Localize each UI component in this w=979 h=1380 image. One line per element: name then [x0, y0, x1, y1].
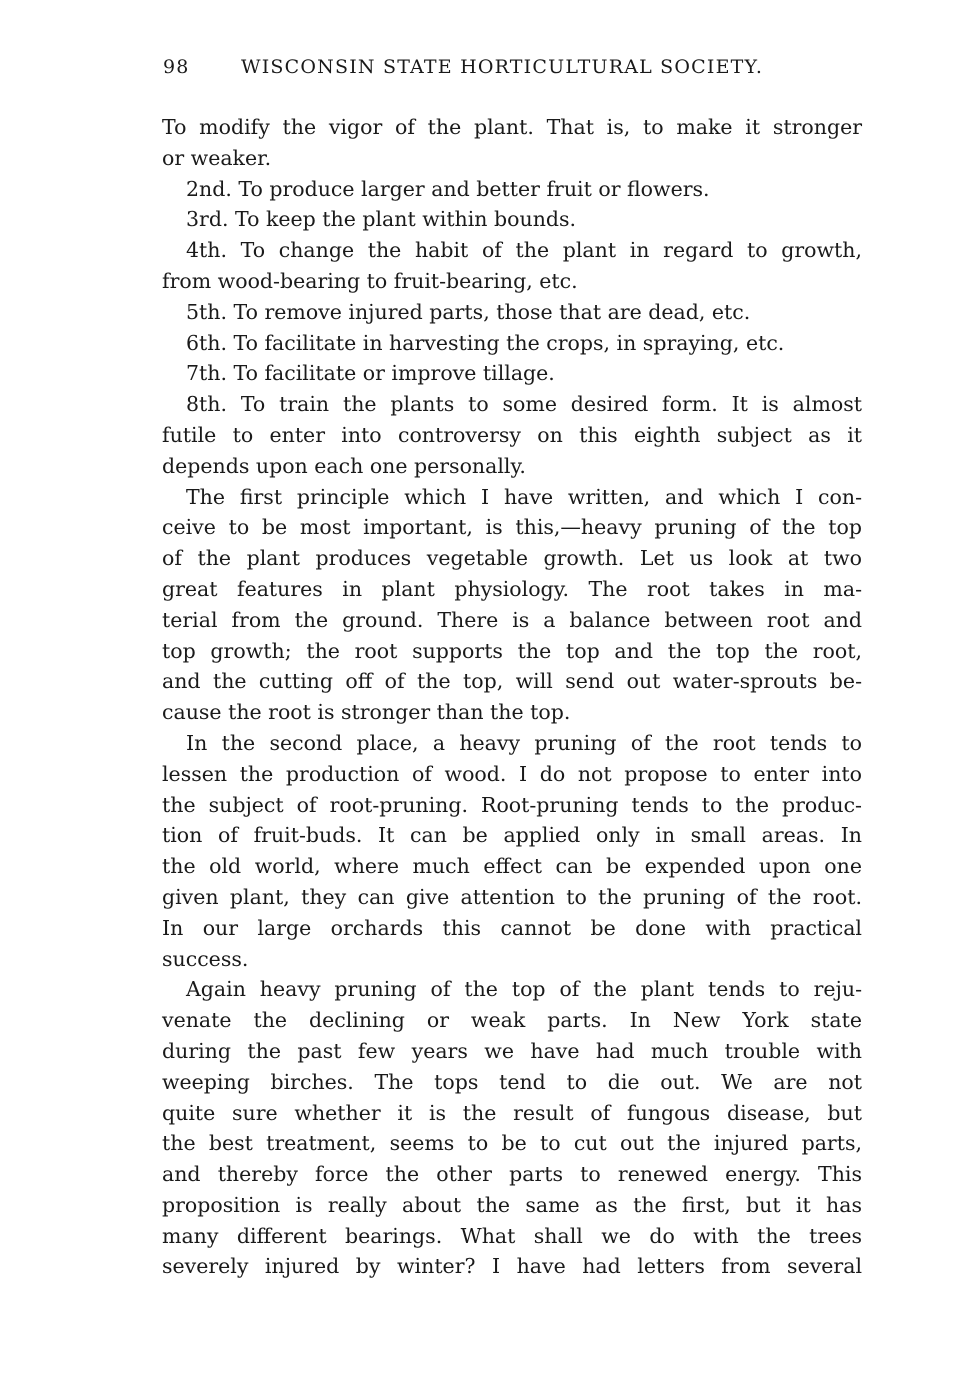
text-line: of the plant produces vegetable growth. Let us look at two — [162, 546, 862, 571]
text-line: lessen the production of wood. I do not propose to enter into — [162, 761, 862, 786]
text-line: depends upon each one personally. — [162, 453, 526, 478]
text-line: from wood-bearing to fruit-bearing, etc. — [162, 268, 578, 293]
running-head — [163, 56, 863, 86]
text-line: tion of fruit-buds. It can be applied only in small areas. In — [162, 823, 862, 848]
text-line: proposition is really about the same as the first, but it has — [162, 1192, 862, 1217]
text-line: top growth; the root supports the top and the top the root, — [162, 638, 862, 663]
text-line: great features in plant physiology. The root takes in ma- — [162, 576, 862, 601]
text-line: 6th. To facilitate in harvesting the crops, in spraying, etc. — [186, 330, 785, 355]
text-line: The first principle which I have written, and which I con- — [186, 484, 862, 509]
text-line: 3rd. To keep the plant within bounds. — [186, 207, 577, 232]
text-line: To modify the vigor of the plant. That is, to make it stronger — [162, 115, 862, 139]
text-line: 4th. To change the habit of the plant in regard to growth, — [186, 238, 862, 263]
text-line: quite sure whether it is the result of fungous disease, but — [162, 1100, 862, 1125]
text-line: the old world, where much effect can be expended upon one — [162, 854, 862, 879]
text-line: Again heavy pruning of the top of the plant tends to reju- — [186, 977, 862, 1002]
text-line: and thereby force the other parts to renewed energy. This — [162, 1162, 862, 1187]
text-line: venate the declining or weak parts. In New York state — [162, 1008, 862, 1033]
text-line: during the past few years we have had much trouble with — [162, 1038, 862, 1063]
text-line: many different bearings. What shall we do with the trees — [162, 1223, 862, 1248]
page-number: 98 — [163, 56, 190, 78]
running-head-title: WISCONSIN STATE HORTICULTURAL SOCIETY. — [241, 56, 764, 78]
text-line: success. — [162, 946, 249, 971]
text-line: In our large orchards this cannot be done with practical — [162, 915, 862, 940]
text-line: 8th. To train the plants to some desired form. It is almost — [186, 392, 862, 417]
text-line: the subject of root-pruning. Root-pruning tends to the produc- — [162, 792, 862, 817]
text-line: given plant, they can give attention to the pruning of the root. — [162, 884, 862, 909]
text-line: or weaker. — [162, 145, 272, 170]
text-line: 2nd. To produce larger and better fruit or flowers. — [186, 176, 710, 201]
text-line: ceive to be most important, is this,—heavy pruning of the top — [162, 515, 862, 540]
body-text — [162, 112, 862, 1282]
text-line: weeping birches. The tops tend to die out. We are not — [162, 1069, 862, 1094]
text-line: and the cutting off of the top, will send out water-sprouts be- — [162, 669, 862, 694]
text-line: futile to enter into controversy on this eighth subject as it — [162, 422, 862, 447]
text-line: the best treatment, seems to be to cut out the injured parts, — [162, 1131, 862, 1156]
text-line: In the second place, a heavy pruning of the root tends to — [186, 730, 862, 755]
text-line: terial from the ground. There is a balance between root and — [162, 607, 862, 632]
text-line: severely injured by winter? I have had letters from several — [162, 1254, 862, 1279]
text-line: 7th. To facilitate or improve tillage. — [186, 361, 555, 386]
text-line: 5th. To remove injured parts, those that are dead, etc. — [186, 299, 751, 324]
text-line: cause the root is stronger than the top. — [162, 700, 571, 725]
